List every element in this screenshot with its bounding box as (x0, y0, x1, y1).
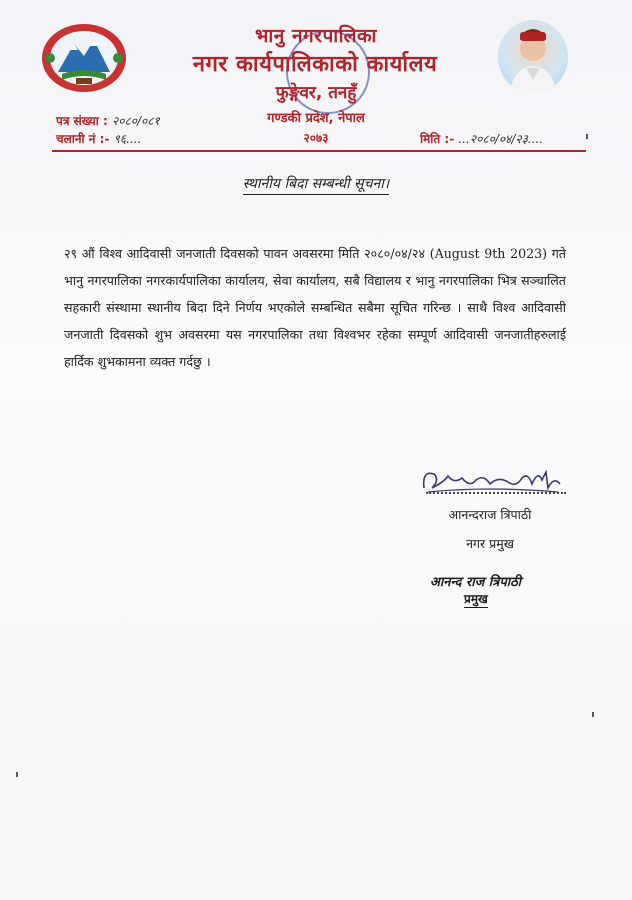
handwritten-signature (418, 462, 568, 502)
date-label: मिति :- (420, 132, 455, 146)
letter-number-label: पत्र संख्या : (56, 114, 108, 128)
stamp-designation: प्रमुख (464, 592, 488, 606)
established-year: २०७३ (303, 131, 329, 145)
signature-line (426, 492, 566, 494)
office-location: फुङ्गेवर, तनहुँ (275, 83, 357, 103)
scan-mark (16, 772, 18, 777)
letter-number (56, 112, 160, 129)
dispatch-number-value: ९६ (113, 132, 127, 146)
office-name: नगर कार्यपालिकाको कार्यालय (192, 52, 438, 77)
scan-mark (592, 712, 594, 717)
letter-number-value: २०८०/०८१ (111, 114, 160, 128)
date-value: २०८०/०४/२३ (469, 132, 528, 146)
signatory-designation: नगर प्रमुख (466, 536, 514, 551)
signatory-name: आनन्दराज त्रिपाठी (448, 507, 532, 522)
notice-title (0, 174, 632, 193)
notice-title-text: स्थानीय बिदा सम्बन्धी सूचना। (243, 176, 389, 195)
letterhead-divider (52, 150, 586, 152)
notice-body: २९ औं विश्व आदिवासी जनजाती दिवसको पावन अवसरमा मिति २०८०/०४/२४ (August 9th 2023) गते भानु नगरपालिका नगरकार्यपालिका कार्यालय, सेवा कार्यालय, सबै विद्यालय र भानु नगरपालिका भित्र सञ्चालित सहकारी संस्थामा स्थानीय बिदा दिने निर्णय भएकोले सम्बन्धित सबैमा सूचित गरिन्छ । साथै विश्व आदिवासी जनजाती दिवसको शुभ अवसरमा यस नगरपालिका तथा विश्वभर रहेका सम्पूर्ण आदिवासी जनजातीहरुलाई हार्दिक शुभकामना व्यक्त गर्दछु । (64, 246, 566, 369)
municipality-name: भानु नगरपालिका (255, 25, 377, 47)
dispatch-number: चलानी नं :- ९६.... (56, 132, 142, 146)
province-name: गण्डकी प्रदेश, नेपाल (267, 111, 365, 126)
dispatch-number-label: चलानी नं :- (56, 132, 110, 146)
scan-mark (586, 134, 588, 139)
stamp-name: आनन्द राज त्रिपाठी (430, 575, 522, 590)
date-field: मिति :- ...२०८०/०४/२३.... (420, 132, 544, 146)
